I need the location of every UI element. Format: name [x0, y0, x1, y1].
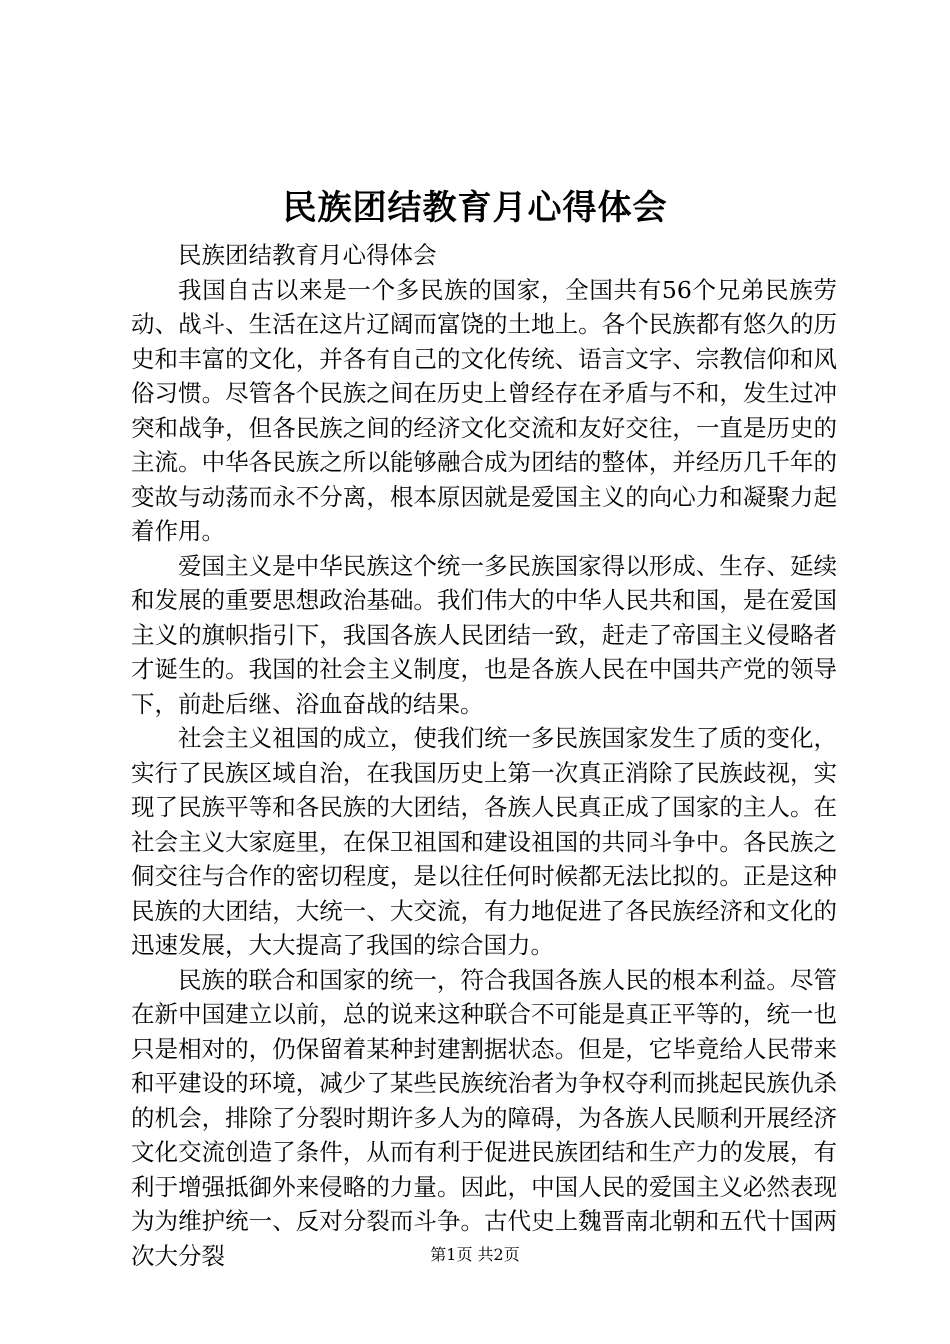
- paragraph: 民族的联合和国家的统一，符合我国各族人民的根本利益。尽管在新中国建立以前，总的说来这种联合不可能是真正平等的，统一也只是相对的，仍保留着某种封建割据状态。但是，它毕竟给人民带来和平建设的环境，减少了某些民族统治者为争权夺利而挑起民族仇杀的机会，排除了分裂时期许多人为的障碍，为各族人民顺利开展经济文化交流创造了条件，从而有利于促进民族团结和生产力的发展，有利于增强抵御外来侵略的力量。因此，中国人民的爱国主义必然表现为为维护统一、反对分裂而斗争。古代史上魏晋南北朝和五代十国两次大分裂: [131, 965, 837, 1270]
- paragraph: 社会主义祖国的成立，使我们统一多民族国家发生了质的变化，实行了民族区域自治，在我国历史上第一次真正消除了民族歧视，实现了民族平等和各民族的大团结，各族人民真正成了国家的主人。在社会主义大家庭里，在保卫祖国和建设祖国的共同斗争中。各民族之侗交往与合作的密切程度，是以往任何时候都无法比拟的。正是这种民族的大团结，大统一、大交流，有力地促进了各民族经济和文化的迅速发展，大大提高了我国的综合国力。: [131, 724, 837, 959]
- paragraph: 我国自古以来是一个多民族的国家，全国共有56个兄弟民族劳动、战斗、生活在这片辽阔而富饶的土地上。各个民族都有悠久的历史和丰富的文化，并各有自己的文化传统、语言文字、宗教信仰和风俗习惯。尽管各个民族之间在历史上曾经存在矛盾与不和，发生过冲突和战争，但各民族之间的经济文化交流和友好交往，一直是历史的主流。中华各民族之所以能够融合成为团结的整体，并经历几千年的变故与动荡而永不分离，根本原因就是爱国主义的向心力和凝聚力起着作用。: [131, 275, 837, 545]
- document-title: 民族团结教育月心得体会: [282, 188, 668, 228]
- document-body: [131, 238, 837, 1273]
- page-footer: 第1页 共2页: [430, 1245, 520, 1264]
- document-subtitle: 民族团结教育月心得体会: [178, 241, 437, 269]
- paragraph: 爱国主义是中华民族这个统一多民族国家得以形成、生存、延续和发展的重要思想政治基础。我们伟大的中华人民共和国，是在爱国主义的旗帜指引下，我国各族人民团结一致，赶走了帝国主义侵略者才诞生的。我国的社会主义制度，也是各族人民在中国共产党的领导下，前赴后继、浴血奋战的结果。: [131, 551, 837, 718]
